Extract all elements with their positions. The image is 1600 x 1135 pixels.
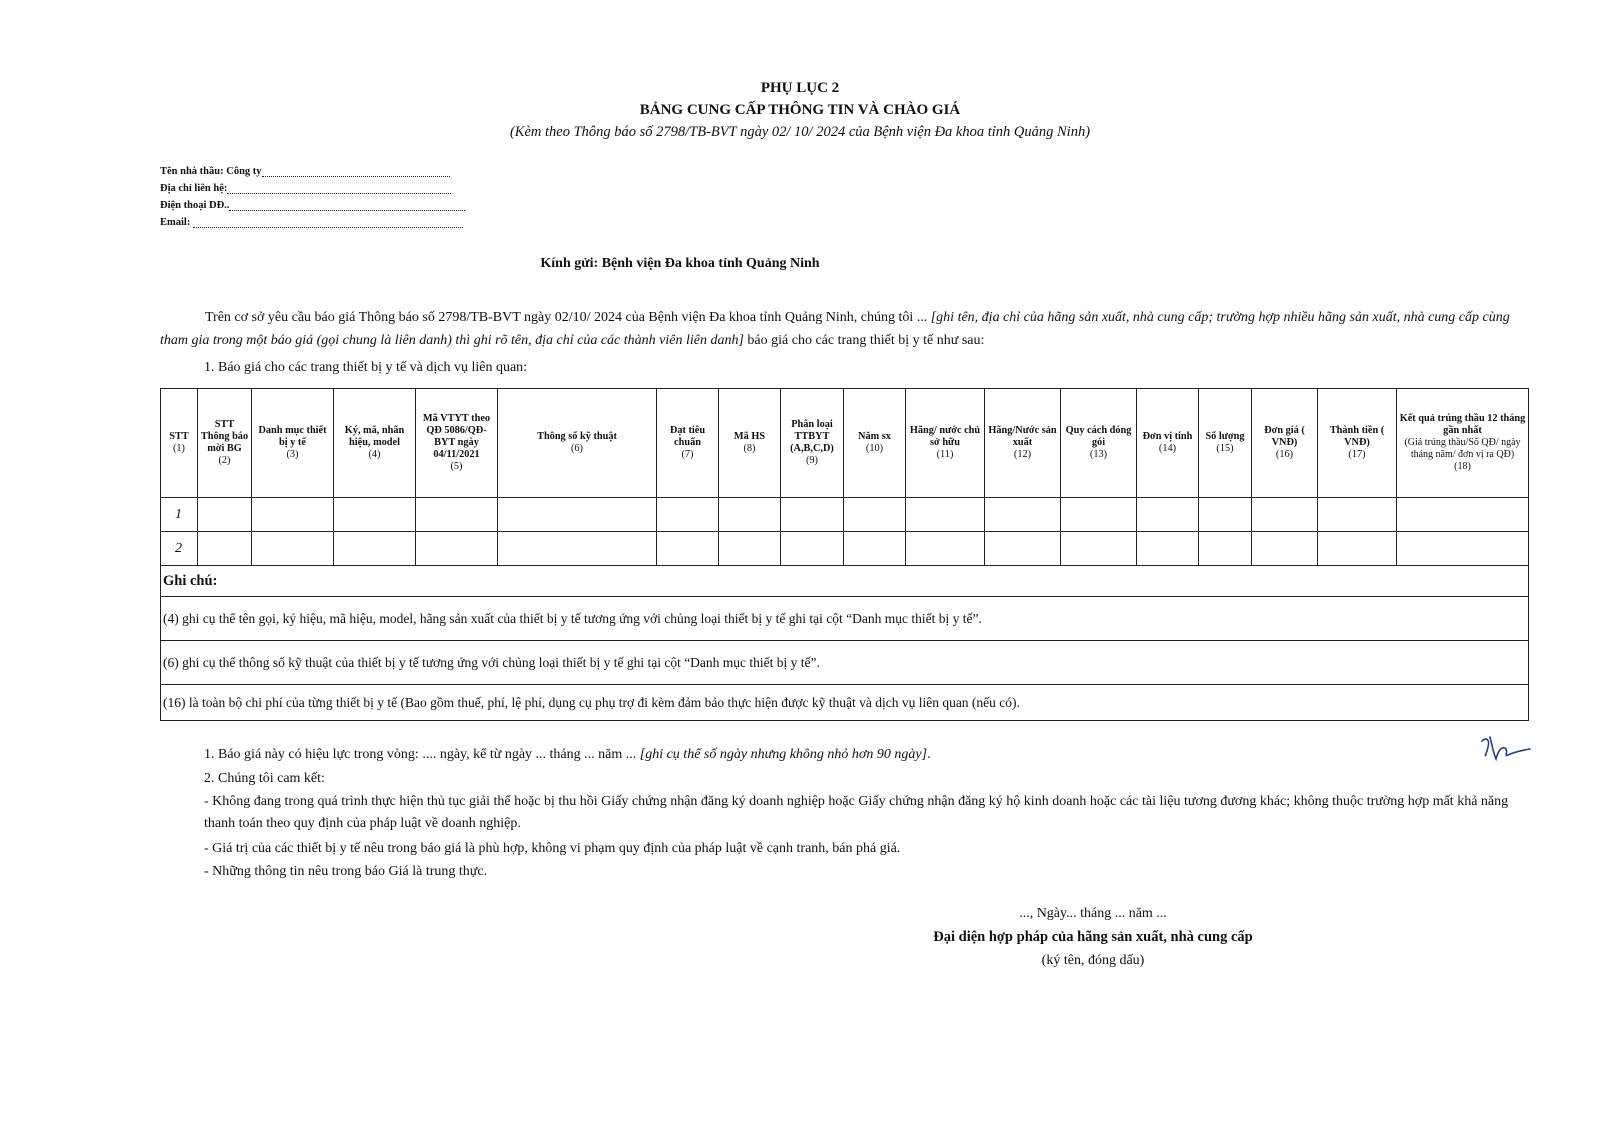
handwritten-initials-mark: [1478, 733, 1538, 767]
header-cell: Mã VTYT theo QĐ 5086/QĐ-BYT ngày 04/11/2021 (5): [416, 389, 498, 498]
signature-date: ..., Ngày... tháng ... năm ...: [1019, 906, 1167, 921]
table-cell[interactable]: [334, 498, 416, 532]
table-cell[interactable]: [657, 532, 719, 566]
table-cell[interactable]: [1137, 532, 1199, 566]
commitment-3: - Những thông tin nêu trong báo Giá là trung thực.: [204, 864, 488, 879]
table-cell[interactable]: [1318, 532, 1397, 566]
note-row: [161, 597, 1529, 641]
signature-representative: Đại diện hợp pháp của hãng sản xuất, nhà cung cấp: [933, 929, 1253, 945]
table-cell[interactable]: [252, 532, 334, 566]
table-cell[interactable]: [781, 532, 844, 566]
appendix-label: PHỤ LỤC 2: [760, 80, 840, 96]
note-4: (4) ghi cụ thể tên gọi, ký hiệu, mã hiệu, model, hãng sản xuất của thiết bị y tế tương ứng với chủng loại thiết bị y tế ghi tại cột “Danh mục thiết bị y tế”.: [161, 597, 1529, 641]
note-6: (6) ghi cụ thể thông số kỹ thuật của thiết bị y tế tương ứng với chủng loại thiết bị y tế ghi tại cột “Danh mục thiết bị y tế”.: [161, 641, 1529, 685]
header-cell: Mã HS (8): [719, 389, 781, 498]
table-cell[interactable]: [985, 498, 1061, 532]
signature-instruction: (ký tên, đóng dấu): [1041, 953, 1145, 968]
notes-title-row: [161, 566, 1529, 597]
header-cell: Hãng/ nước chủ sở hữu (11): [906, 389, 985, 498]
table-cell[interactable]: [416, 532, 498, 566]
table-cell[interactable]: [1061, 532, 1137, 566]
notes-title: Ghi chú:: [161, 566, 1529, 597]
header-cell: Thông số kỹ thuật (6): [498, 389, 657, 498]
header-cell: Quy cách đóng gói (13): [1061, 389, 1137, 498]
table-cell[interactable]: [498, 498, 657, 532]
header-cell: Hãng/Nước sản xuất (12): [985, 389, 1061, 498]
table-cell[interactable]: [1318, 498, 1397, 532]
note-row: [161, 685, 1529, 721]
header-cell: STT (1): [161, 389, 198, 498]
table-cell[interactable]: [906, 532, 985, 566]
table-cell[interactable]: [252, 498, 334, 532]
row-number: 1: [161, 498, 198, 532]
row-number: 2: [161, 532, 198, 566]
contact-email: Email:: [160, 217, 463, 228]
header-cell: Đạt tiêu chuẩn (7): [657, 389, 719, 498]
table-cell[interactable]: [498, 532, 657, 566]
greeting: Kính gửi: Bệnh viện Đa khoa tỉnh Quảng Ninh: [540, 256, 820, 271]
table-cell[interactable]: [1199, 498, 1252, 532]
contact-company: Tên nhà thầu: Công ty: [160, 166, 450, 177]
intro-paragraph: Trên cơ sở yêu cầu báo giá Thông báo số 2798/TB-BVT ngày 02/10/ 2024 của Bệnh viện Đa khoa tỉnh Quảng Ninh, chúng tôi ... [ghi tên, địa chỉ của hãng sản xuất, nhà cung cấp; trường hợp nhiều hãng sản xuất, nhà cung cấp cùng tham gia trong một báo giá (gọi chung là liên danh) thì ghi rõ tên, địa chỉ của các thành viên liên danh] báo giá cho các trang thiết bị y tế như sau:: [160, 310, 1510, 348]
header-cell: Năm sx (10): [844, 389, 906, 498]
commitment-2: - Giá trị của các thiết bị y tế nêu trong báo giá là phù hợp, không vi phạm quy định của pháp luật về cạnh tranh, bán phá giá.: [204, 841, 901, 856]
page-title: BẢNG CUNG CẤP THÔNG TIN VÀ CHÀO GIÁ: [639, 102, 961, 118]
table-cell[interactable]: [1252, 532, 1318, 566]
table-cell[interactable]: [719, 532, 781, 566]
table-cell[interactable]: [844, 532, 906, 566]
table-cell[interactable]: [1397, 498, 1529, 532]
note-row: [161, 641, 1529, 685]
commitment-heading: 2. Chúng tôi cam kết:: [204, 771, 325, 786]
header-cell: Đơn giá ( VNĐ) (16): [1252, 389, 1318, 498]
note-16: (16) là toàn bộ chi phí của từng thiết bị y tế (Bao gồm thuế, phí, lệ phí, dụng cụ phụ trợ đi kèm đảm bảo thực hiện được kỹ thuật và dịch vụ liên quan (nếu có).: [161, 685, 1529, 721]
table-row: [161, 532, 1529, 566]
table-cell[interactable]: [781, 498, 844, 532]
table-cell[interactable]: [198, 498, 252, 532]
header-cell: Kết quả trúng thầu 12 tháng gần nhất (Giá trúng thầu/Số QĐ/ ngày tháng năm/ đơn vị ra QĐ) (18): [1397, 389, 1529, 498]
contact-phone: Điện thoại DĐ..: [160, 200, 465, 211]
header-cell: Phân loại TTBYT (A,B,C,D) (9): [781, 389, 844, 498]
table-cell[interactable]: [985, 532, 1061, 566]
section-1-heading: 1. Báo giá cho các trang thiết bị y tế và dịch vụ liên quan:: [204, 360, 528, 375]
table-cell[interactable]: [334, 532, 416, 566]
header-cell: Ký, mã, nhãn hiệu, model (4): [334, 389, 416, 498]
commitment-1: - Không đang trong quá trình thực hiện thủ tục giải thể hoặc bị thu hồi Giấy chứng nhận đăng ký doanh nghiệp hoặc Giấy chứng nhận đăng ký hộ kinh doanh hoặc các tài liệu tương đương khác; không thuộc trường hợp mất khả năng thanh toán theo quy định của pháp luật về doanh nghiệp.: [204, 794, 1509, 831]
header-cell: Số lượng (15): [1199, 389, 1252, 498]
table-cell[interactable]: [198, 532, 252, 566]
page-subtitle: (Kèm theo Thông báo số 2798/TB-BVT ngày 02/ 10/ 2024 của Bệnh viện Đa khoa tỉnh Quảng Ninh): [509, 124, 1091, 140]
header-cell: STT Thông báo mời BG (2): [198, 389, 252, 498]
quote-table: [160, 388, 1529, 721]
header-cell: Danh mục thiết bị y tế (3): [252, 389, 334, 498]
header-cell: Đơn vị tính (14): [1137, 389, 1199, 498]
table-cell[interactable]: [719, 498, 781, 532]
contact-address: Địa chỉ liên hệ:: [160, 183, 451, 194]
validity-line: 1. Báo giá này có hiệu lực trong vòng: .... ngày, kể từ ngày ... tháng ... năm ... [ghi cụ thể số ngày nhưng không nhỏ hơn 90 ngày].: [204, 747, 931, 762]
table-cell[interactable]: [1061, 498, 1137, 532]
table-cell[interactable]: [416, 498, 498, 532]
table-cell[interactable]: [1397, 532, 1529, 566]
table-header-row: [161, 389, 1529, 498]
table-row: [161, 498, 1529, 532]
table-cell[interactable]: [657, 498, 719, 532]
table-cell[interactable]: [1137, 498, 1199, 532]
table-cell[interactable]: [1252, 498, 1318, 532]
table-cell[interactable]: [844, 498, 906, 532]
table-cell[interactable]: [906, 498, 985, 532]
table-cell[interactable]: [1199, 532, 1252, 566]
header-cell: Thành tiền ( VNĐ) (17): [1318, 389, 1397, 498]
